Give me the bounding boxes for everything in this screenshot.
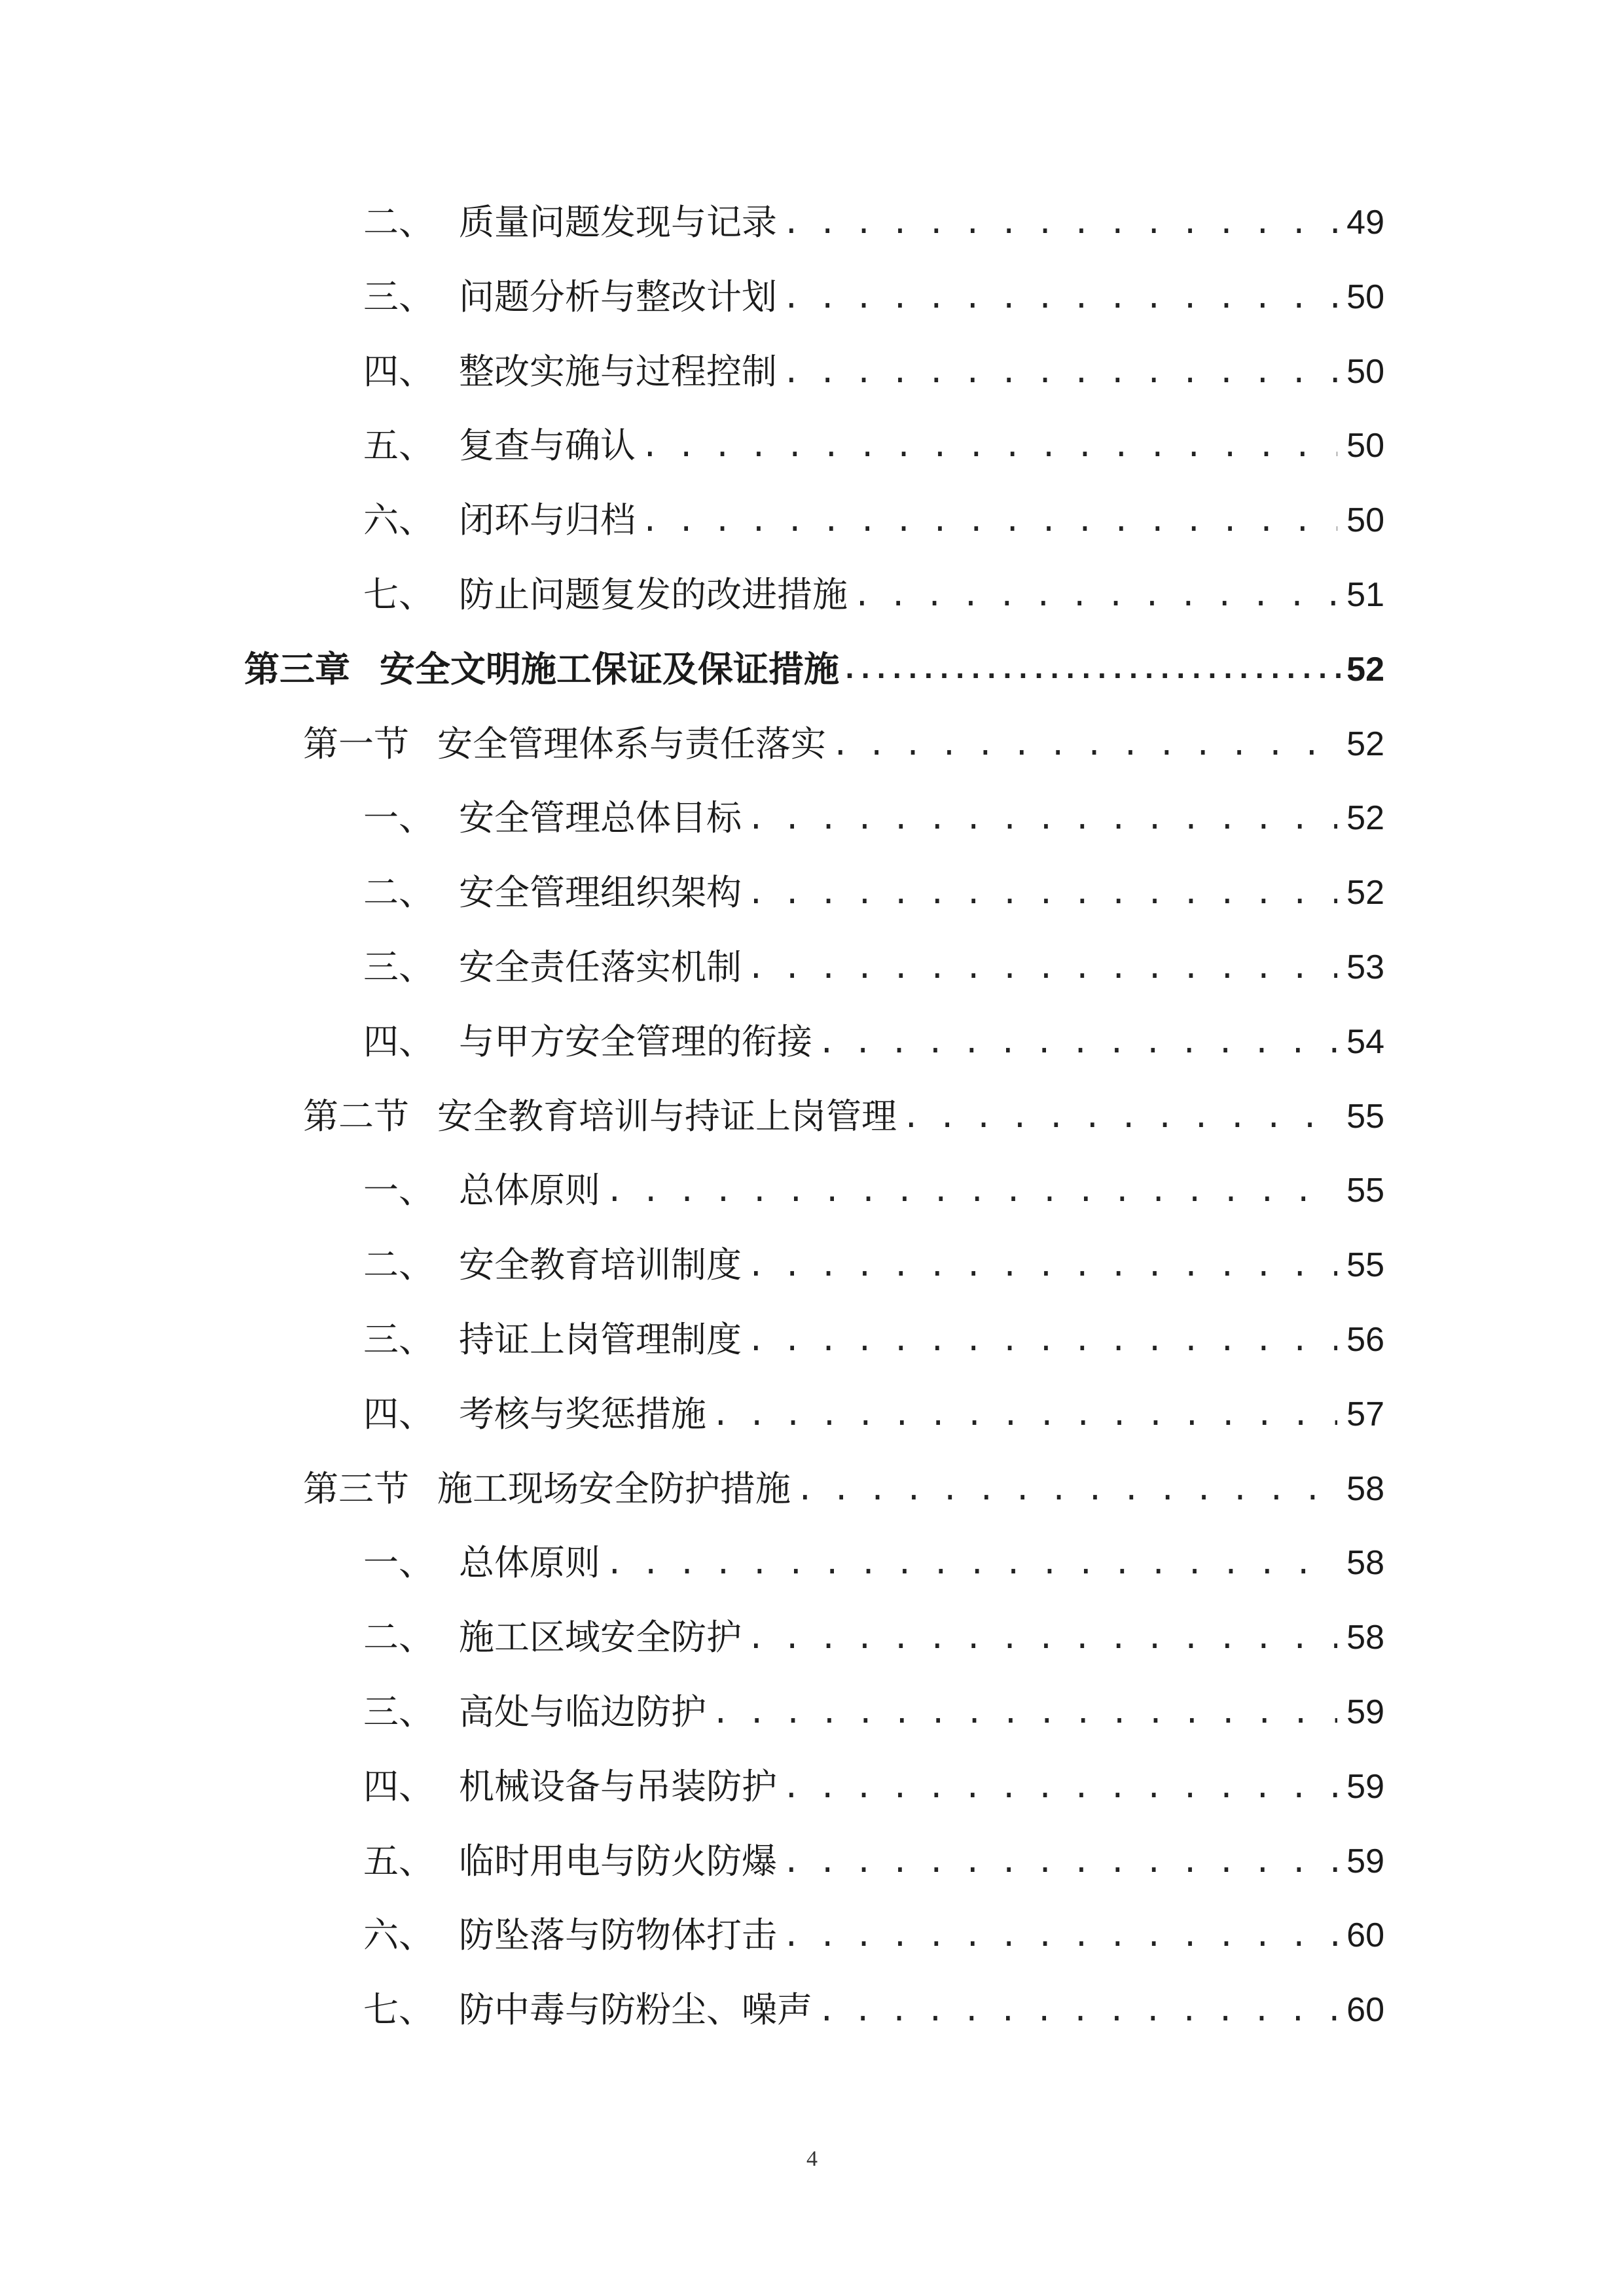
dot-leader — [747, 952, 1337, 982]
dot-leader — [842, 656, 1343, 683]
toc-entry-number: 第三章 — [244, 648, 350, 690]
toc-entry-title: 高处与临边防护 — [459, 1691, 706, 1732]
toc-entry-number: 二、 — [363, 872, 434, 914]
toc-entry-item[interactable] — [363, 1526, 1384, 1600]
page-number: 4 — [806, 2147, 818, 2171]
toc-entry-page: 59 — [1346, 1842, 1384, 1880]
toc-entry-title: 闭环与归档 — [459, 499, 636, 541]
toc-entry-number: 第一节 — [303, 723, 409, 764]
toc-entry-page: 57 — [1346, 1395, 1384, 1433]
toc-entry-title: 防止问题复发的改进措施 — [459, 574, 848, 615]
dot-leader — [818, 1027, 1337, 1057]
toc-entry-title: 施工现场安全防护措施 — [437, 1467, 791, 1509]
toc-entry-item[interactable] — [363, 855, 1384, 930]
toc-entry-item[interactable] — [363, 930, 1384, 1005]
toc-entry-item[interactable] — [363, 260, 1384, 334]
toc-entry-title: 与甲方安全管理的衔接 — [459, 1020, 812, 1062]
dot-leader — [782, 1772, 1337, 1802]
toc-entry-title: 问题分析与整改计划 — [459, 276, 777, 317]
toc-entry-title: 安全管理组织架构 — [459, 872, 742, 914]
toc-entry-page: 58 — [1346, 1469, 1384, 1508]
toc-entry-title: 临时用电与防火防爆 — [459, 1840, 777, 1882]
toc-entry-page: 60 — [1346, 1991, 1384, 2030]
dot-leader — [641, 505, 1337, 535]
toc-entry-item[interactable] — [363, 334, 1384, 409]
toc-entry-page: 49 — [1346, 204, 1384, 242]
toc-entry-page: 50 — [1346, 278, 1384, 316]
toc-entry-item[interactable] — [363, 1600, 1384, 1675]
toc-entry-title: 安全教育培训与持证上岗管理 — [437, 1095, 897, 1137]
toc-entry-number: 五、 — [363, 425, 434, 467]
toc-entry-title: 复查与确认 — [459, 425, 636, 467]
toc-entry-item[interactable] — [363, 1675, 1384, 1749]
toc-entry-number: 七、 — [363, 574, 434, 615]
toc-entry-title: 防中毒与防粉尘、噪声 — [459, 1989, 812, 2031]
dot-leader — [782, 357, 1337, 387]
dot-leader — [831, 729, 1337, 759]
toc-entry-title: 安全教育培训制度 — [459, 1244, 742, 1286]
toc-entry-number: 六、 — [363, 1914, 434, 1956]
dot-leader — [902, 1102, 1337, 1132]
toc-entry-page: 55 — [1346, 1246, 1384, 1285]
dot-leader — [641, 431, 1337, 461]
toc-entry-title: 安全管理体系与责任落实 — [437, 723, 826, 764]
toc-entry-number: 三、 — [363, 1691, 434, 1732]
toc-entry-section[interactable] — [303, 1079, 1384, 1154]
dot-leader — [747, 1623, 1337, 1653]
toc-entry-item[interactable] — [363, 1302, 1384, 1377]
dot-leader — [782, 1846, 1337, 1876]
toc-entry-number: 四、 — [363, 1020, 434, 1062]
toc-entry-number: 一、 — [363, 797, 434, 839]
toc-entry-page: 60 — [1346, 1916, 1384, 1955]
toc-entry-title: 考核与奖惩措施 — [459, 1393, 706, 1435]
toc-entry-title: 总体原则 — [459, 1542, 600, 1584]
dot-leader — [747, 878, 1337, 908]
toc-entry-title: 安全管理总体目标 — [459, 797, 742, 839]
toc-entry-number: 五、 — [363, 1840, 434, 1882]
toc-entry-item[interactable] — [363, 1973, 1384, 2047]
toc-entry-number: 六、 — [363, 499, 434, 541]
dot-leader — [747, 1325, 1337, 1355]
toc-entry-page: 53 — [1346, 948, 1384, 986]
toc-entry-number: 二、 — [363, 1617, 434, 1659]
toc-entry-title: 安全责任落实机制 — [459, 946, 742, 988]
toc-entry-page: 58 — [1346, 1619, 1384, 1657]
toc-entry-page: 55 — [1346, 1172, 1384, 1210]
dot-leader — [605, 1548, 1337, 1578]
toc-entry-title: 质量问题发现与记录 — [459, 202, 777, 243]
toc-entry-number: 四、 — [363, 1765, 434, 1807]
toc-entry-item[interactable] — [363, 483, 1384, 558]
toc-entry-item[interactable] — [363, 1898, 1384, 1973]
dot-leader — [782, 282, 1337, 312]
toc-entry-item[interactable] — [363, 1153, 1384, 1228]
toc-entry-title: 安全文明施工保证及保证措施 — [380, 648, 839, 690]
toc-entry-item[interactable] — [363, 1005, 1384, 1079]
toc-entry-page: 52 — [1346, 650, 1384, 689]
toc-entry-page: 54 — [1346, 1022, 1384, 1061]
toc-entry-item[interactable] — [363, 408, 1384, 483]
toc-entry-section[interactable] — [303, 1452, 1384, 1526]
dot-leader — [782, 1920, 1337, 1950]
dot-leader — [818, 1995, 1337, 2025]
toc-entry-item[interactable] — [363, 1824, 1384, 1899]
toc-entry-number: 七、 — [363, 1989, 434, 2031]
toc-entry-title: 持证上岗管理制度 — [459, 1319, 742, 1360]
dot-leader — [605, 1175, 1337, 1206]
toc-entry-item[interactable] — [363, 1377, 1384, 1452]
dot-leader — [712, 1697, 1337, 1727]
dot-leader — [782, 207, 1337, 238]
toc-entry-number: 第二节 — [303, 1095, 409, 1137]
toc-entry-page: 55 — [1346, 1097, 1384, 1136]
toc-entry-page: 50 — [1346, 352, 1384, 391]
dot-leader — [853, 580, 1337, 610]
toc-entry-page: 52 — [1346, 725, 1384, 763]
toc-entry-page: 52 — [1346, 874, 1384, 912]
toc-entry-title: 总体原则 — [459, 1170, 600, 1211]
toc-entry-number: 三、 — [363, 946, 434, 988]
dot-leader — [796, 1474, 1337, 1504]
toc-entry-page: 50 — [1346, 427, 1384, 465]
toc-entry-item[interactable] — [363, 185, 1384, 260]
toc-entry-number: 第三节 — [303, 1467, 409, 1509]
toc-entry-item[interactable] — [363, 1228, 1384, 1302]
toc-entry-number: 二、 — [363, 1244, 434, 1286]
toc-entry-number: 一、 — [363, 1170, 434, 1211]
toc-entry-title: 防坠落与防物体打击 — [459, 1914, 777, 1956]
toc-entry-number: 一、 — [363, 1542, 434, 1584]
toc-entry-item[interactable] — [363, 1749, 1384, 1824]
toc-entry-number: 四、 — [363, 350, 434, 392]
toc-entry-chapter[interactable] — [244, 632, 1384, 707]
dot-leader — [712, 1399, 1337, 1429]
toc-entry-page: 51 — [1346, 576, 1384, 614]
toc-entry-title: 整改实施与过程控制 — [459, 350, 777, 392]
toc-entry-page: 56 — [1346, 1321, 1384, 1359]
toc-entry-page: 59 — [1346, 1767, 1384, 1806]
toc-entry-item[interactable] — [363, 558, 1384, 632]
dot-leader — [747, 803, 1337, 833]
toc-entry-item[interactable] — [363, 781, 1384, 855]
toc-entry-title: 施工区域安全防护 — [459, 1617, 742, 1659]
toc-entry-page: 50 — [1346, 501, 1384, 540]
toc-entry-page: 52 — [1346, 799, 1384, 838]
toc-entry-page: 59 — [1346, 1693, 1384, 1731]
toc-entry-number: 二、 — [363, 202, 434, 243]
toc-entry-title: 机械设备与吊装防护 — [459, 1765, 777, 1807]
toc-entry-number: 三、 — [363, 1319, 434, 1360]
dot-leader — [747, 1250, 1337, 1280]
toc-entry-number: 四、 — [363, 1393, 434, 1435]
toc-entry-page: 58 — [1346, 1544, 1384, 1583]
toc-entry-section[interactable] — [303, 707, 1384, 781]
toc-entry-number: 三、 — [363, 276, 434, 317]
